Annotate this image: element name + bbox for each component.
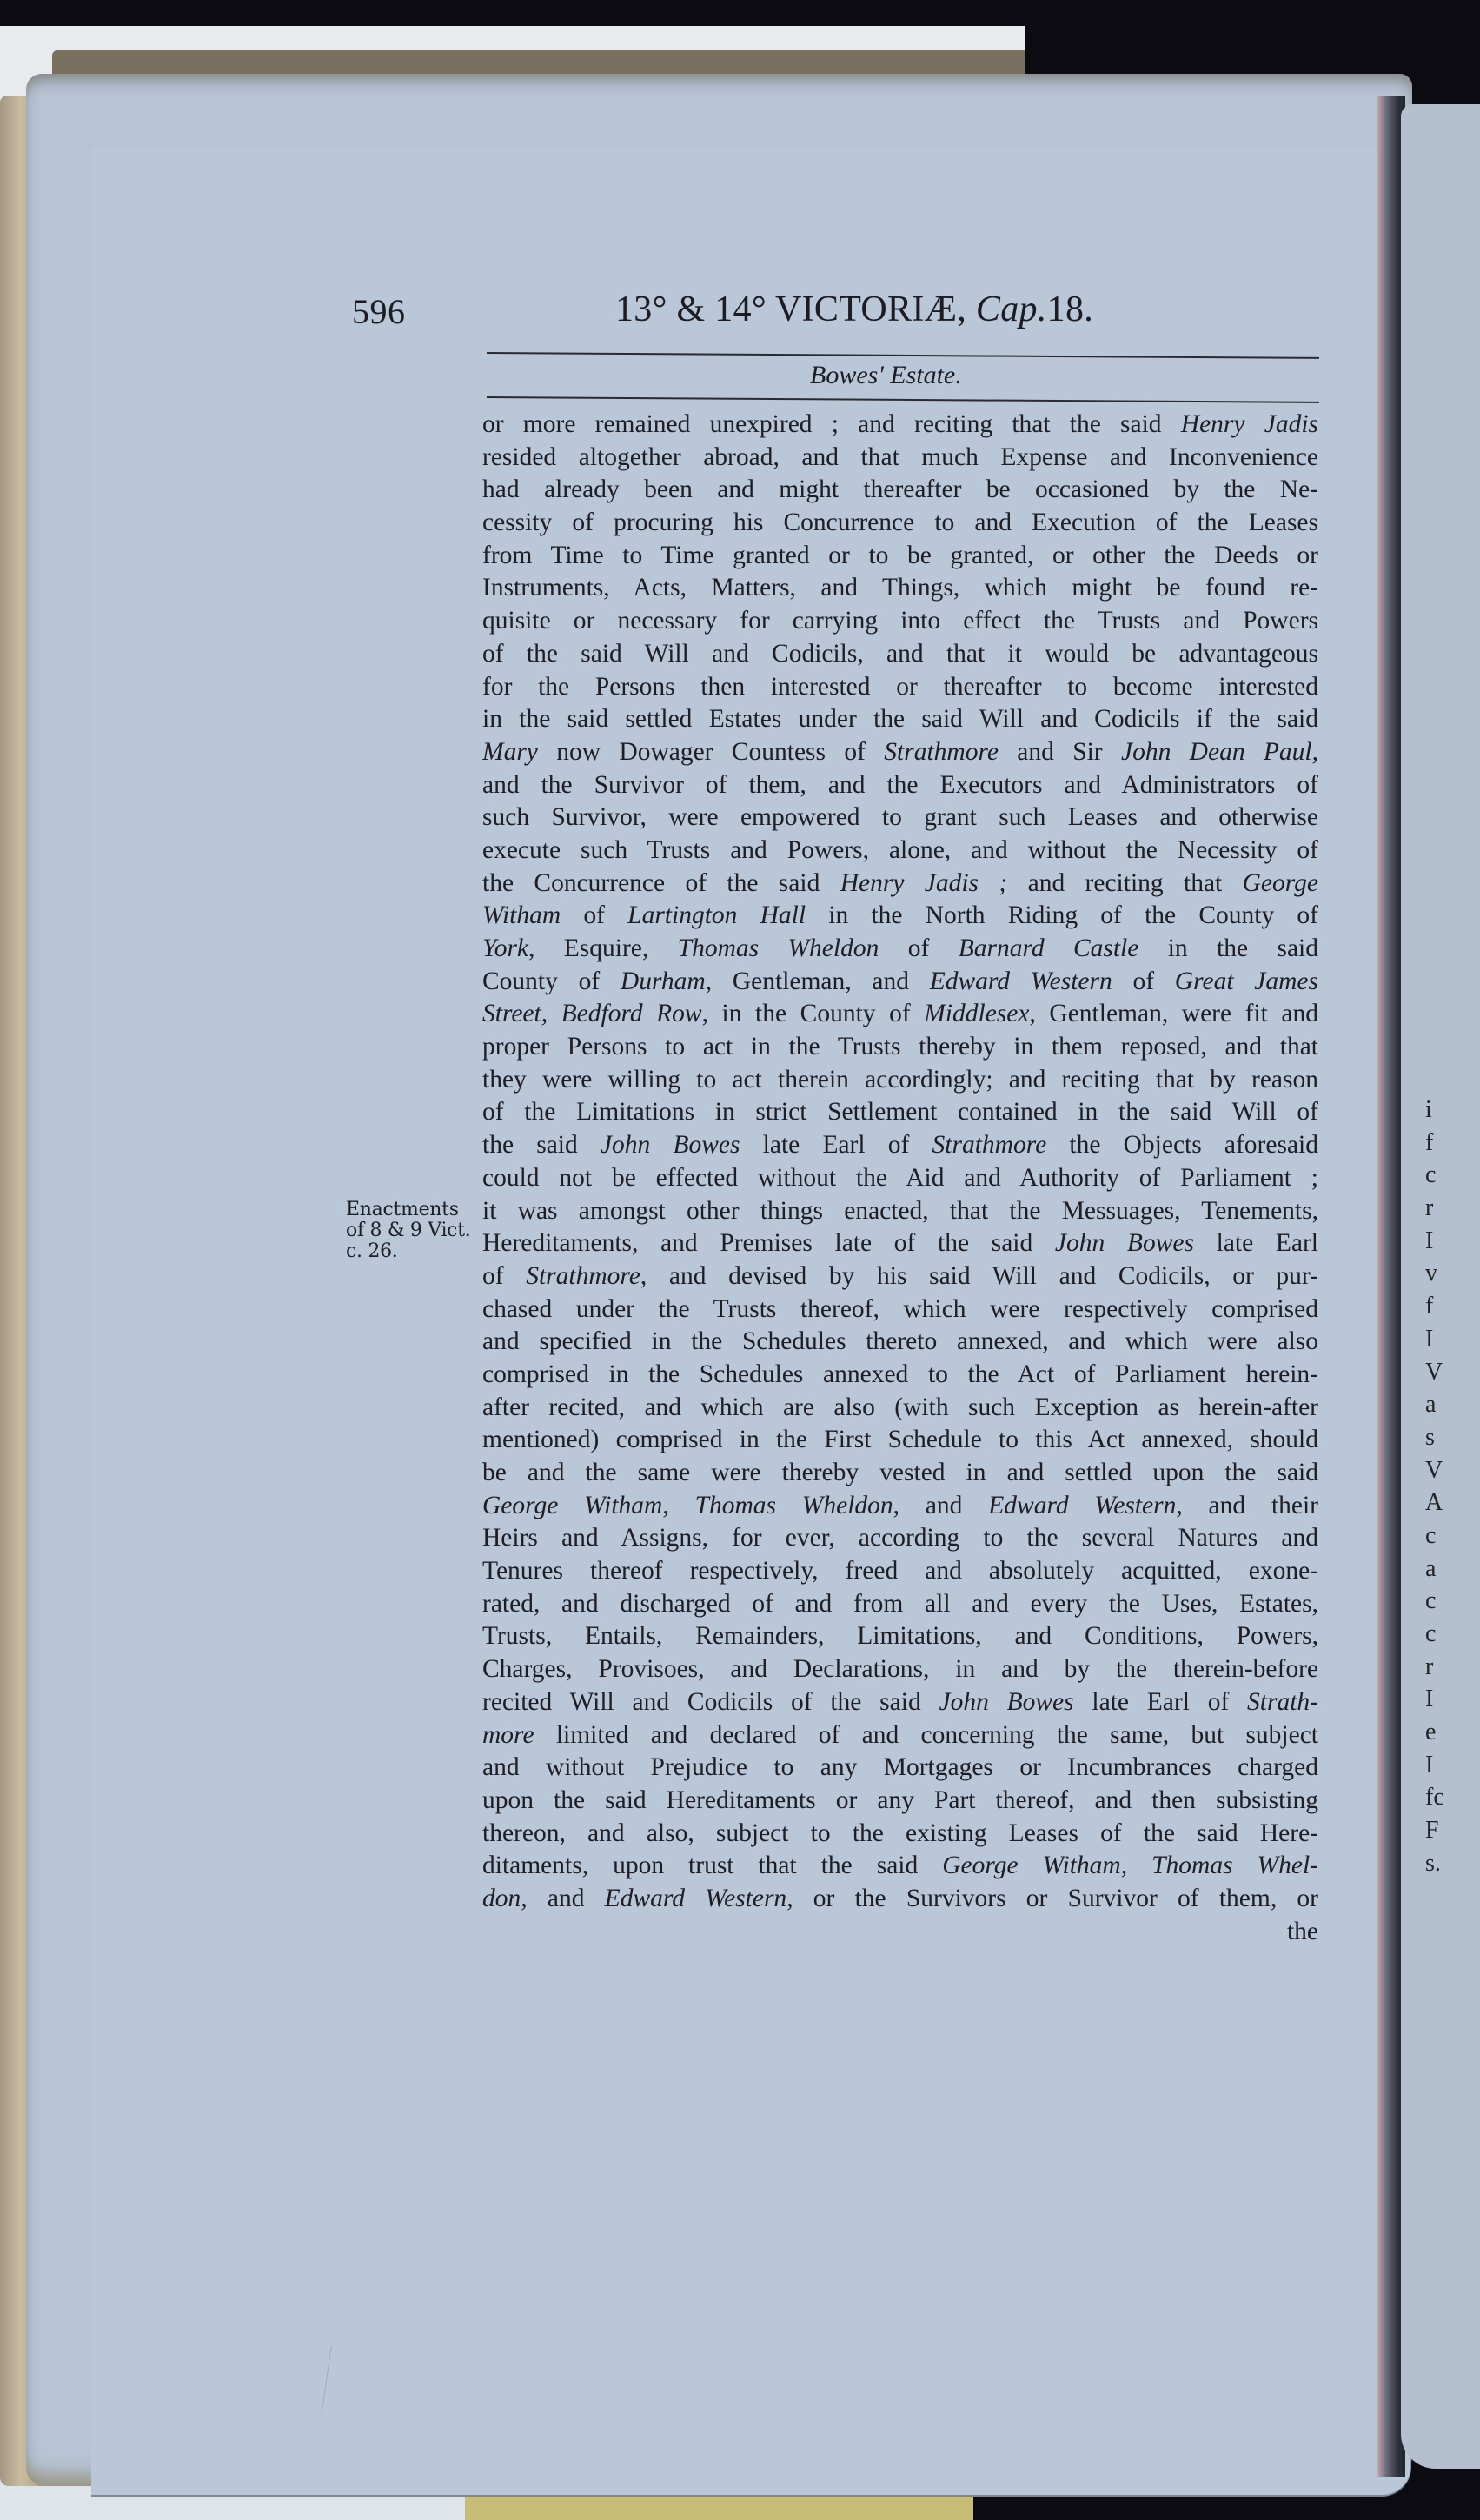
italic-text: Thomas Wheldon [694, 1491, 893, 1519]
right-page-letter: s [1425, 1423, 1435, 1451]
text-run: Instruments, Acts, Matters, and Things, which might be found re- [482, 574, 1318, 602]
italic-text: Middlesex [924, 1000, 1030, 1028]
text-run: , in the County of [701, 1000, 925, 1028]
text-run: mentioned) comprised in the First Schedule to this Act annexed, should [482, 1426, 1318, 1454]
text-line [482, 966, 1318, 999]
text-run: of [482, 1261, 527, 1290]
text-run: in the said [1138, 934, 1318, 962]
text-run: Heirs and Assigns, for ever, according to the several Natures and [482, 1524, 1318, 1553]
right-page-letter: I [1425, 1227, 1434, 1254]
text-run: late Earl of [740, 1131, 932, 1160]
italic-text: don [482, 1884, 521, 1912]
italic-text: Mary [482, 737, 538, 766]
text-run: late Earl of [1073, 1687, 1248, 1716]
text-run: quisite or necessary for carrying into effect the Trusts and Powers [482, 607, 1318, 635]
italic-text: John Bowes [939, 1687, 1074, 1716]
margin-note-line: Enactments [346, 1199, 459, 1220]
text-line [482, 1883, 1318, 1916]
right-page-letter: e [1425, 1719, 1437, 1746]
text-line [482, 769, 1318, 802]
italic-text: Edward Western [988, 1491, 1177, 1519]
right-page-letter: s. [1425, 1849, 1441, 1877]
italic-text: Strathmore [884, 737, 999, 766]
text-run: Hereditaments, and Premises late of the said [482, 1229, 1055, 1258]
text-line [482, 1162, 1318, 1195]
text-line [482, 1359, 1318, 1392]
text-line [482, 834, 1318, 868]
italic-text: Thomas Whel- [1151, 1852, 1318, 1880]
text-run: limited and declared of and concerning the same, but subject [534, 1720, 1318, 1749]
text-run: , and their [1176, 1491, 1318, 1519]
italic-text: Strathmore [526, 1261, 640, 1290]
text-line [482, 1326, 1318, 1359]
text-line [482, 572, 1318, 605]
right-page-letter: c [1425, 1521, 1437, 1549]
text-line [482, 638, 1318, 671]
text-run: and reciting that [1007, 868, 1243, 897]
text-run: , Gentleman, and [705, 967, 930, 995]
text-run: ditaments, upon trust that the said [482, 1852, 943, 1880]
text-run: recited Will and Codicils of the said [482, 1687, 939, 1716]
italic-text: Edward Western [604, 1884, 787, 1912]
italic-text: John Bowes [1054, 1229, 1194, 1258]
text-line [482, 409, 1318, 442]
right-page-letter: a [1425, 1391, 1437, 1419]
italic-text: Henry Jadis ; [840, 868, 1008, 897]
right-page-text-fragment [1425, 1094, 1469, 1880]
text-line [482, 1457, 1318, 1490]
text-line [482, 900, 1318, 933]
text-run: of [561, 901, 628, 930]
section-subtitle: Bowes' Estate. [810, 361, 962, 389]
italic-text: Strathmore [932, 1131, 1047, 1160]
text-line [482, 540, 1318, 573]
right-page-letter: c [1425, 1587, 1437, 1615]
text-line [482, 1555, 1318, 1588]
right-page-letter: i [1425, 1096, 1432, 1123]
text-line [482, 1588, 1318, 1621]
text-line [482, 507, 1318, 540]
text-run: be and the same were thereby vested in and settled upon the said [482, 1459, 1318, 1486]
text-run: or more remained unexpired ; and reciting that the said [482, 410, 1181, 438]
text-run: County of [482, 967, 621, 995]
catchword: the [1286, 1917, 1318, 1945]
title-cap-number: 18. [1046, 289, 1094, 329]
text-line [482, 1392, 1318, 1425]
running-title [615, 289, 1093, 330]
text-run: and Sir [998, 737, 1121, 766]
right-page-letter: f [1425, 1128, 1434, 1156]
text-run: thereon, and also, subject to the existing Leases of the said Here- [482, 1819, 1318, 1847]
margin-note-line: of 8 & 9 Vict. [346, 1220, 471, 1241]
right-page-letter: a [1425, 1554, 1437, 1582]
text-line [482, 442, 1318, 475]
text-run: and without Prejudice to any Mortgages or Incumbrances charged [482, 1753, 1318, 1782]
right-page-letter: v [1425, 1260, 1437, 1287]
title-cap: Cap. [975, 289, 1047, 329]
text-run: late Earl [1193, 1229, 1318, 1258]
right-page-letter: I [1425, 1686, 1434, 1713]
text-line [482, 933, 1318, 966]
text-run: , Esquire, [528, 934, 678, 962]
text-line [482, 1785, 1318, 1818]
text-run: they were willing to act therein accordingly; and reciting that by reason [482, 1065, 1318, 1094]
text-run: the Concurrence of the said [482, 868, 840, 897]
page-number: 596 [352, 292, 406, 331]
text-line [482, 1096, 1318, 1129]
text-line [482, 998, 1318, 1031]
text-run: rated, and discharged of and from all and every the Uses, Estates, [482, 1589, 1318, 1618]
text-line [482, 1227, 1318, 1260]
right-page-letter: fc [1425, 1784, 1444, 1812]
italic-text: Henry Jadis [1180, 410, 1318, 438]
text-line [482, 1752, 1318, 1785]
text-run: could not be effected without the Aid and Authority of Parliament ; [482, 1163, 1318, 1192]
right-page-letter: I [1425, 1751, 1434, 1779]
text-run: , Gentleman, were fit and [1029, 1000, 1318, 1028]
text-run: resided altogether abroad, and that much Expense and Inconvenience [482, 442, 1318, 471]
text-line [482, 736, 1318, 769]
text-line [482, 1064, 1318, 1097]
italic-text: Thomas Wheldon [677, 934, 879, 962]
text-run: the said [482, 1131, 601, 1160]
text-line [482, 1490, 1318, 1523]
right-page-letter: V [1425, 1456, 1443, 1484]
italic-text: George [1242, 868, 1318, 897]
title-prefix: 13° & 14° VICTORIÆ, [615, 289, 967, 329]
right-page-letter: V [1425, 1358, 1443, 1386]
italic-text: Witham [482, 901, 561, 930]
text-run: in the said settled Estates under the said Will and Codicils if the said [482, 705, 1318, 734]
text-line [482, 1850, 1318, 1883]
text-line [482, 474, 1318, 507]
italic-text: George Witham [942, 1852, 1121, 1880]
italic-text: John Dean Paul, [1120, 737, 1318, 766]
text-run: , and [521, 1884, 605, 1912]
text-run: Tenures thereof respectively, freed and absolutely acquitted, exone- [482, 1557, 1318, 1586]
text-line [482, 1293, 1318, 1326]
text-line [482, 1522, 1318, 1555]
text-run: proper Persons to act in the Trusts thereby in them reposed, and that [482, 1033, 1318, 1061]
italic-text: Durham [620, 967, 706, 995]
right-page-letter: A [1425, 1489, 1443, 1517]
right-page-letter: I [1425, 1325, 1434, 1353]
text-run: Trusts, Entails, Remainders, Limitations, and Conditions, Powers, [482, 1622, 1318, 1651]
italic-text: Street, Bedford Row [482, 1000, 702, 1028]
text-run: , [662, 1491, 695, 1519]
right-page-letter: r [1425, 1652, 1434, 1680]
text-run: and the Survivor of them, and the Executors and Administrators of [482, 770, 1318, 799]
text-line [482, 1031, 1318, 1064]
text-run: after recited, and which are also (with such Exception as herein-after [482, 1393, 1318, 1421]
text-run: chased under the Trusts thereof, which were respectively comprised [482, 1294, 1318, 1323]
right-page-letter: c [1425, 1161, 1437, 1189]
text-line [482, 1686, 1318, 1719]
italic-text: Strath- [1247, 1687, 1318, 1716]
right-page-letter: r [1425, 1194, 1434, 1222]
text-line [482, 1818, 1318, 1851]
text-line [482, 671, 1318, 704]
text-run: , and [893, 1491, 989, 1519]
right-page-letter: f [1425, 1293, 1434, 1320]
text-run: had already been and might thereafter be occasioned by the Ne- [482, 475, 1318, 504]
italic-text: Great James [1174, 967, 1318, 995]
text-run: now Dowager Countess of [537, 737, 885, 766]
text-line [482, 868, 1318, 901]
text-run: of [1112, 967, 1175, 995]
italic-text: John Bowes [600, 1131, 740, 1160]
italic-text: Edward Western [929, 967, 1112, 995]
text-line [482, 1424, 1318, 1457]
text-run: from Time to Time granted or to be granted, or other the Deeds or [482, 541, 1318, 569]
text-run: and specified in the Schedules thereto annexed, and which were also [482, 1327, 1318, 1356]
text-run: of the said Will and Codicils, and that it would be advantageous [482, 639, 1318, 668]
text-run: the Objects aforesaid [1046, 1131, 1318, 1160]
text-run: it was amongst other things enacted, that the Messuages, Tenements, [482, 1196, 1318, 1225]
text-run: in the North Riding of the County of [806, 901, 1318, 930]
text-line [482, 1719, 1318, 1752]
text-line [482, 703, 1318, 736]
text-run: for the Persons then interested or thereafter to become interested [482, 672, 1318, 701]
text-line [482, 1129, 1318, 1162]
italic-text: Barnard Castle [958, 934, 1139, 962]
right-page-letter: F [1425, 1817, 1439, 1845]
text-line [482, 1260, 1318, 1293]
text-run: cessity of procuring his Concurrence to and Execution of the Leases [482, 509, 1318, 537]
text-line [482, 1195, 1318, 1228]
text-run: upon the said Hereditaments or any Part thereof, and then subsisting [482, 1785, 1318, 1814]
text-run: Charges, Provisoes, and Declarations, in and by the therein-before [482, 1655, 1318, 1684]
italic-text: George Witham [482, 1491, 663, 1519]
text-run: such Survivor, were empowered to grant such Leases and otherwise [482, 803, 1318, 832]
text-line [482, 605, 1318, 638]
right-page-letter: c [1425, 1620, 1437, 1647]
body-text [482, 409, 1318, 1948]
text-run: comprised in the Schedules annexed to the Act of Parliament herein- [482, 1360, 1318, 1388]
text-line [482, 1653, 1318, 1686]
margin-note [346, 1200, 470, 1262]
italic-text: York [482, 934, 529, 962]
text-run: , [1120, 1852, 1152, 1880]
text-run: execute such Trusts and Powers, alone, and without the Necessity of [482, 835, 1318, 864]
text-run: of [879, 934, 959, 962]
italic-text: Lartington Hall [627, 901, 806, 930]
text-line [482, 1620, 1318, 1653]
italic-text: more [482, 1720, 534, 1749]
text-run: of the Limitations in strict Settlement contained in the said Will of [482, 1098, 1318, 1127]
text-run: , or the Survivors or Survivor of them, or [786, 1884, 1318, 1912]
margin-note-line: c. 26. [346, 1240, 398, 1262]
text-line [482, 801, 1318, 834]
text-run: , and devised by his said Will and Codicils, or pur- [640, 1261, 1318, 1290]
